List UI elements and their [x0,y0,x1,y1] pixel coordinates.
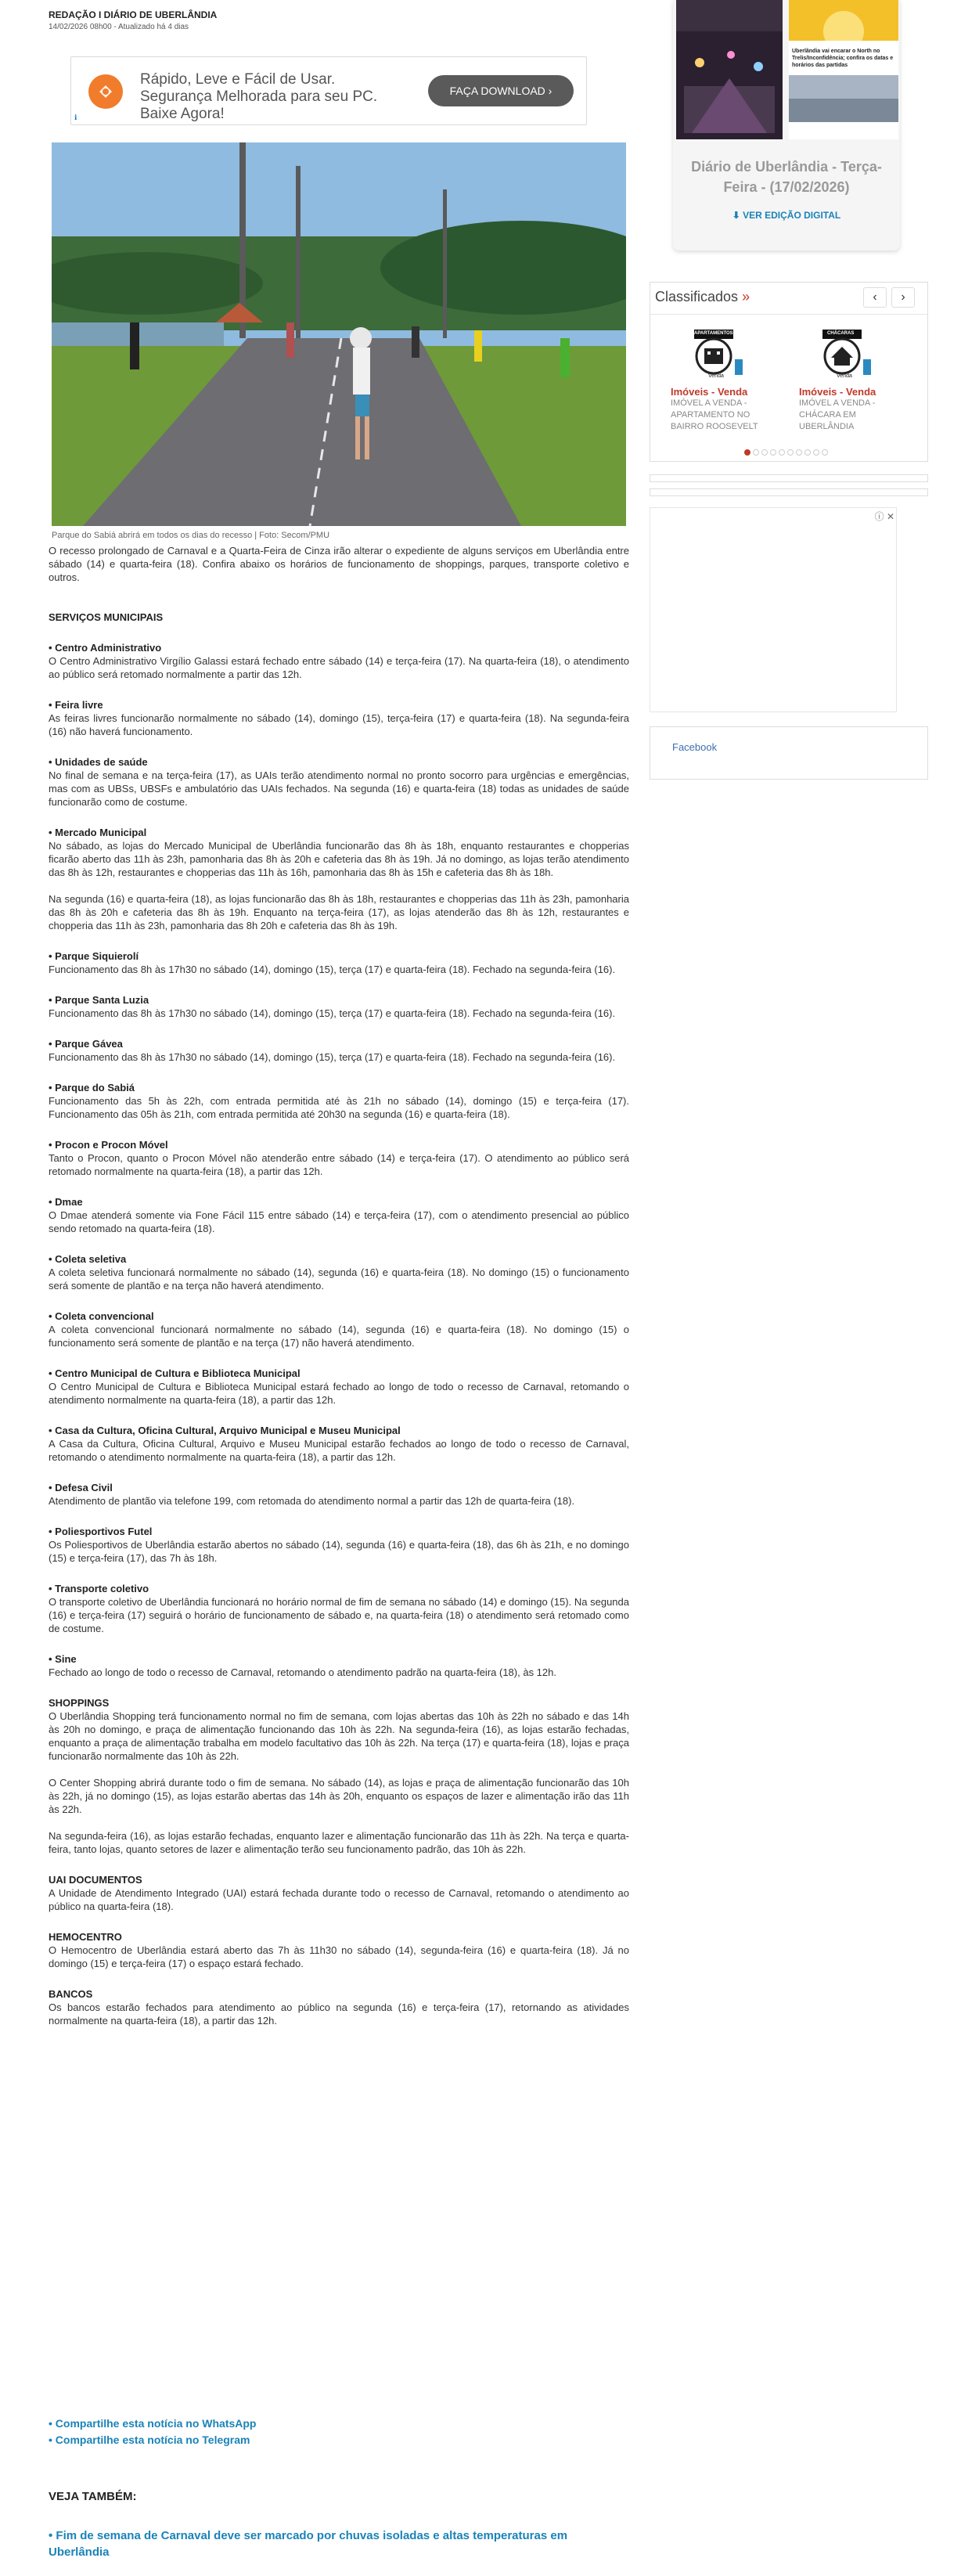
digital-edition-link[interactable] [681,210,892,221]
service-item-title: • Centro Administrativo [49,642,162,654]
carousel-dot[interactable] [779,449,785,456]
service-item-text: Fechado ao longo de todo o recesso de Carnaval, retomando o atendimento padrão na quarta-feira (18), às 12h. [49,1666,556,1678]
service-item [49,1252,629,1292]
carousel-dot[interactable] [787,449,794,456]
carousel-next-button[interactable]: › [891,287,915,308]
download-icon: ⬇ [732,210,743,221]
classified-category: Imóveis - Venda [671,386,748,398]
service-item-text: A Casa da Cultura, Oficina Cultural, Arquivo e Museu Municipal estarão fechados ao longo de todo o recesso de Carnaval, retomando o atendimento normalmente na quarta-feira (18), a partir das 12h. [49,1438,629,1463]
services-heading: SERVIÇOS MUNICIPAIS [49,611,164,623]
shoppings-paragraph: O Center Shopping abrirá durante todo o fim de semana. No sábado (14), as lojas e praça de alimentação funcionarão das 10h às 22h, já no domingo (15), as lojas estarão abertas das 14h às 20h, enquanto os espaços de lazer e alimentação irão das 11h às 22h. [49,1777,629,1815]
carousel-dot[interactable] [770,449,776,456]
service-item-title: • Poliesportivos Futel [49,1526,153,1537]
service-item-title: • Transporte coletivo [49,1583,149,1594]
facebook-link[interactable]: Facebook [672,741,718,753]
article-body [49,544,629,2027]
byline: REDAÇÃO I DIÁRIO DE UBERLÂNDIA [49,9,218,20]
digital-edition-label: VER EDIÇÃO DIGITAL [743,210,841,221]
service-item-text: O Dmae atenderá somente via Fone Fácil 115 entre sábado (14) e terça-feira (17), com o atendimento presencial ao público sendo retomado na quarta-feira (18). [49,1209,629,1234]
carousel-dot[interactable] [761,449,768,456]
farm-badge-icon [819,326,874,381]
bancos-section [49,1987,629,2027]
service-item-title: • Casa da Cultura, Oficina Cultural, Arquivo Municipal e Museu Municipal [49,1425,401,1436]
main-column [49,9,629,2559]
service-item-text: O Centro Municipal de Cultura e Biblioteca Municipal estará fechado ao longo de todo o recesso de Carnaval, retomando o atendimento normalmente na quarta-feira (18), a partir das 12h. [49,1381,629,1406]
shoppings-paragraph: O Uberlândia Shopping terá funcionamento normal no fim de semana, com lojas abertas das 10h às 22h no sábado e das 14h às 20h no domingo, e praça de alimentação funcionando das 10h às 22h. Na segunda-feira (16), as lojas estarão fechadas, enquanto a praça de alimentação trabalha em modelo facultativo das 10h às 22h. Na terça (17) e quarta-feira (18), lojas e praça funcionarão normalmente das 10h às 22h. [49,1710,629,1762]
service-item-title: • Unidades de saúde [49,756,148,768]
apartment-badge-icon [691,326,746,381]
service-item-title: • Dmae [49,1196,83,1208]
service-item [49,993,629,1020]
service-item-text: Funcionamento das 5h às 22h, com entrada permitida até às 21h no sábado (14), domingo (15) e terça-feira (17). Funcionamento das 05h às 21h, com entrada permitida até 20h30 na segunda (16) e quarta-feira (18). [49,1095,629,1120]
classifieds-title-label: Classificados [655,289,739,304]
carousel-dot[interactable] [822,449,828,456]
badge-label: CHÁCARAS [827,331,855,336]
service-item-text: O transporte coletivo de Uberlândia funcionará no horário normal de fim de semana no sábado (14) e domingo (15). Na segunda (16) e terça-feira (17) seguirá o horário de funcionamento de sábado e, na quarta-feira (18) o atendimento será retomado como de costume. [49,1596,629,1634]
share-whatsapp-link[interactable]: • Compartilhe esta notícia no WhatsApp [49,2417,257,2430]
service-item [49,1525,629,1565]
carousel-dot[interactable] [744,449,750,456]
shoppings-heading: SHOPPINGS [49,1697,110,1709]
epaper-cover-headline: Uberlândia vai encarar o North no Trelis/Inconfidência; confira os datas e horários das partidas [792,49,894,68]
share-telegram-link[interactable]: • Compartilhe esta notícia no Telegram [49,2434,250,2446]
badge-label: APARTAMENTOS [694,331,733,336]
classified-item[interactable] [671,326,765,433]
raquo-icon: » [742,289,750,304]
ad-slot [650,507,897,712]
uai-heading: UAI DOCUMENTOS [49,1874,142,1886]
ad-logo-icon [88,74,123,109]
service-item-title: • Parque Siquierolí [49,950,139,962]
uai-text: A Unidade de Atendimento Integrado (UAI) estará fechada durante todo o recesso de Carnaval, retomando o atendimento ao público na quarta-feira (18). [49,1887,629,1912]
uai-section [49,1873,629,1913]
ad-close-icon[interactable]: ⓘ ✕ [874,511,894,522]
service-item-title: • Coleta seletiva [49,1253,127,1265]
service-item-title: • Coleta convencional [49,1310,154,1322]
shoppings-section [49,1696,629,1856]
service-item-text: Funcionamento das 8h às 17h30 no sábado (14), domingo (15), terça (17) e quarta-feira (18). Fechado na segunda-feira (16). [49,1007,616,1019]
empty-widget [650,488,928,496]
badge-sub: Venda [708,373,724,379]
ad-text: Rápido, Leve e Fácil de Usar. Segurança Melhorada para seu PC. Baixe Agora! [140,71,378,122]
share-links [49,2416,256,2448]
classifieds-title[interactable] [655,289,750,305]
service-item-title: • Centro Municipal de Cultura e Biblioteca Municipal [49,1367,301,1379]
epaper-cover-image[interactable] [676,0,783,139]
service-item-text: Atendimento de plantão via telefone 199, com retomada do atendimento normal a partir das 12h de quarta-feira (18). [49,1495,575,1507]
service-item [49,698,629,738]
service-item [49,1195,629,1235]
photo-caption: Parque do Sabiá abrirá em todos os dias do recesso | Foto: Secom/PMU [52,531,330,540]
service-item [49,1424,629,1464]
service-item [49,1037,629,1064]
service-item [49,1652,629,1679]
service-item-title: • Procon e Procon Móvel [49,1139,168,1151]
dateline: 14/02/2026 08h00 - Atualizado há 4 dias [49,23,189,31]
divider [650,314,927,315]
ad-info-icon[interactable]: ℹ [74,113,77,121]
veja-tambem-heading: VEJA TAMBÉM: [49,2490,137,2503]
service-item-title: • Parque Santa Luzia [49,994,149,1006]
service-item-text: A coleta seletiva funcionará normalmente no sábado (14), segunda (16) e quarta-feira (18). No domingo (15) o funcionamento será somente de plantão e na terça não haverá atendimento. [49,1266,629,1292]
epaper-title: Diário de Uberlândia - Terça-Feira - (17/02/2026) [691,159,882,195]
service-item-text: A coleta convencional funcionará normalmente no sábado (14), segunda (16) e quarta-feira (18). No domingo (15) o funcionamento será somente de plantão e na terça (17) não haverá atendimento. [49,1324,629,1349]
service-item [49,1481,629,1508]
service-item-text: Funcionamento das 8h às 17h30 no sábado (14), domingo (15), terça (17) e quarta-feira (18). Fechado na segunda-feira (16). [49,964,616,975]
service-item-title: • Mercado Municipal [49,827,147,838]
badge-sub: Venda [837,373,852,379]
bancos-heading: BANCOS [49,1988,93,2000]
service-item-title: • Parque Gávea [49,1038,123,1050]
digital-edition-card[interactable] [673,0,900,250]
service-item-text: No sábado, as lojas do Mercado Municipal de Uberlândia funcionarão das 8h às 18h, enquanto restaurantes e chopperias ficarão aberto das 11h às 23h, pamonharia das 8h às 20h e cafeteria das 8h às 19h. Já no domingo, as lojas terão atendimento das 8h às 12h, restaurantes e chopperias das 11h às 16h, pamonharia das 8h às 15h e cafeteria das 8h às 18h. [49,840,629,878]
service-item [49,1582,629,1635]
service-item-title: • Defesa Civil [49,1482,113,1493]
service-item [49,1138,629,1178]
carousel-dot[interactable] [753,449,759,456]
classified-description: IMÓVEL A VENDA - CHÁCARA EM UBERLÂNDIA [799,398,876,431]
service-item [49,1367,629,1407]
classifieds-widget [650,282,928,462]
service-item-text: As feiras livres funcionarão normalmente no sábado (14), domingo (15), terça-feira (17) e quarta-feira (18). Na segunda-feira (16) não haverá funcionamento. [49,712,629,737]
service-item-text: Na segunda (16) e quarta-feira (18), as lojas funcionarão das 8h às 18h, restaurantes e chopperias das 11h às 23h, pamonharia das 8h às 20h e cafeteria das 8h às 19h. Enquanto na terça-feira (17), as lojas atenderão das 8h às 12h, restaurantes e chopperia das 11h às 23h, pamonharia das 8h 20h e cafeteria das 8h às 19h. [49,893,629,931]
ad-download-button[interactable]: FAÇA DOWNLOAD › [428,75,574,106]
empty-widget [650,474,928,482]
service-item [49,755,629,809]
service-item [49,1081,629,1121]
epaper-cover-right[interactable] [789,0,898,139]
related-article-link[interactable]: • Fim de semana de Carnaval deve ser marcado por chuvas isoladas e altas temperaturas em Uberlândia [49,2529,568,2559]
carousel-dot[interactable] [813,449,819,456]
article-lead: O recesso prolongado de Carnaval e a Quarta-Feira de Cinza irão alterar o expediente de alguns serviços em Uberlândia entre sábado (14) e quarta-feira (18). Confira abaixo os horários de funcionamento de shoppings, parques, transporte coletivo e outros. [49,545,629,583]
classified-description: IMÓVEL A VENDA - APARTAMENTO NO BAIRRO ROOSEVELT [671,398,758,431]
shoppings-paragraph: Na segunda-feira (16), as lojas estarão fechadas, enquanto lazer e alimentação funcionarão das 11h às 22h. Na terça e quarta-feira, tanto lojas, quanto setores de lazer e alimentação terão seu funcionamento padrão, das 10h às 22h. [49,1830,629,1855]
service-item [49,949,629,976]
hemocentro-section [49,1930,629,1970]
service-item [49,641,629,681]
article-photo [52,142,626,526]
bancos-text: Os bancos estarão fechados para atendimento ao público na segunda (16) e terça-feira (17), retornando as atividades normalmente na quarta-feira (18), a partir das 12h. [49,2001,629,2027]
service-item-text: Tanto o Procon, quanto o Procon Móvel não atenderão entre sábado (14) e terça-feira (17). O atendimento ao público será retomado normalmente na quarta-feira (18), a partir das 12h. [49,1152,629,1177]
service-item [49,826,629,932]
carousel-dot[interactable] [804,449,811,456]
download-ad-banner[interactable] [70,56,587,125]
hemocentro-heading: HEMOCENTRO [49,1931,122,1943]
service-item-text: O Centro Administrativo Virgílio Galassi estará fechado entre sábado (14) e terça-feira (17). Na quarta-feira (18), o atendimento ao público será retomado normalmente a partir das 12h. [49,655,629,680]
facebook-widget [650,726,928,780]
classified-category: Imóveis - Venda [799,386,876,398]
service-item-title: • Feira livre [49,699,103,711]
service-item-title: • Sine [49,1653,77,1665]
carousel-dots [744,445,830,459]
service-item-text: Funcionamento das 8h às 17h30 no sábado (14), domingo (15), terça (17) e quarta-feira (18). Fechado na segunda-feira (16). [49,1051,616,1063]
carousel-dot[interactable] [796,449,802,456]
hemocentro-text: O Hemocentro de Uberlândia estará aberto das 7h às 11h30 no sábado (14), segunda-feira (16) e quarta-feira (18). Já no domingo (15) e terça-feira (17) o espaço estará fechado. [49,1944,629,1969]
carousel-prev-button[interactable]: ‹ [863,287,887,308]
classified-item[interactable] [799,326,893,433]
service-item-text: No final de semana e na terça-feira (17), as UAIs terão atendimento normal no pronto socorro para urgências e emergências, mas com as UBSs, UBSFs e ambulatório das UAIs fechados. Na segunda (16) e quarta-feira (18) todas as unidades de saúde funcionarão como de costume. [49,769,629,808]
service-item-text: Os Poliesportivos de Uberlândia estarão abertos no sábado (14), segunda (16) e quarta-feira (18), das 6h às 21h, e no domingo (15) e terça-feira (17), das 7h às 18h. [49,1539,629,1564]
service-item [49,1310,629,1349]
services-list [49,641,629,1679]
service-item-title: • Parque do Sabiá [49,1082,135,1093]
